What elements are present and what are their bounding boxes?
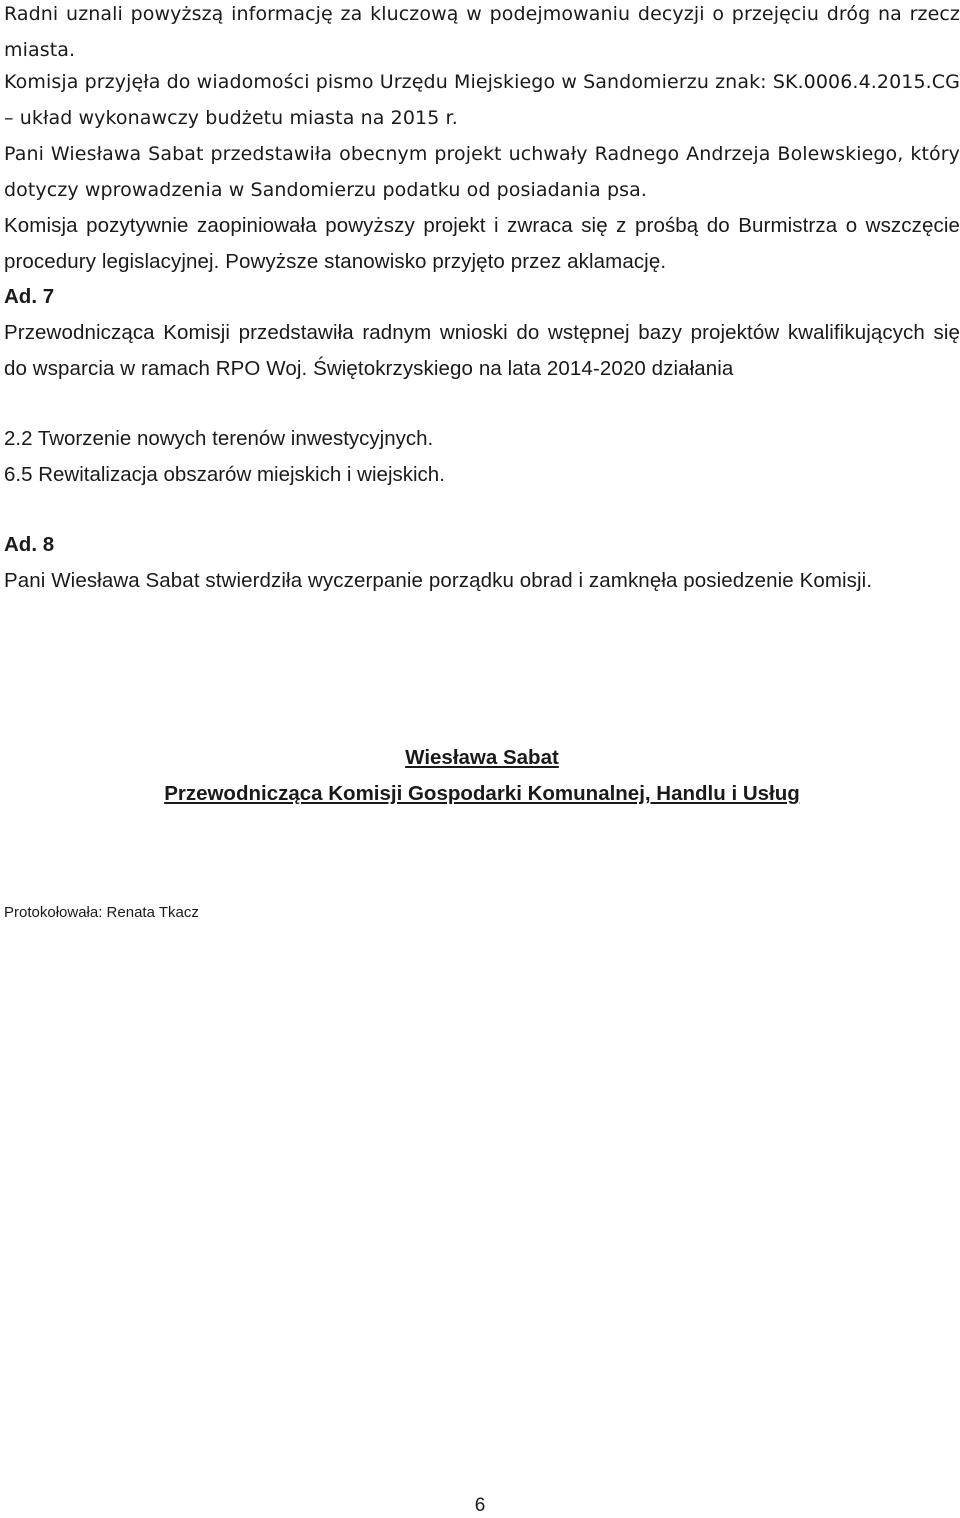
- heading-ad-8: Ad. 8: [4, 533, 55, 556]
- paragraph-rpo-projects: Przewodnicząca Komisji przedstawiła radnym wnioski do wstępnej bazy projektów kwalifikujących się do wsparcia w ramach RPO Woj. Świętokrzyskiego na lata 2014-2020 działania: [4, 321, 960, 380]
- paragraph-roads: Radni uznali powyższą informację za kluczową w podejmowaniu decyzji o przejęciu dróg na rzecz miasta.: [4, 3, 960, 61]
- heading-ad-7: Ad. 7: [4, 285, 55, 308]
- signature-title: Przewodnicząca Komisji Gospodarki Komunalnej, Handlu i Usług: [164, 782, 800, 805]
- paragraph-closing: Pani Wiesława Sabat stwierdziła wyczerpanie porządku obrad i zamknęła posiedzenie Komisji.: [4, 569, 873, 592]
- paragraph-dog-tax-project: Pani Wiesława Sabat przedstawiła obecnym projekt uchwały Radnego Andrzeja Bolewskiego, który dotyczy wprowadzenia w Sandomierzu podatku od posiadania psa.: [4, 143, 960, 201]
- list-item: 6.5 Rewitalizacja obszarów miejskich i wiejskich.: [4, 463, 445, 486]
- paragraph-commission-opinion: Komisja pozytywnie zaopiniowała powyższy projekt i zwraca się z prośbą do Burmistrza o wszczęcie procedury legislacyjnej. Powyższe stanowisko przyjęto przez aklamację.: [4, 214, 960, 273]
- list-item: 2.2 Tworzenie nowych terenów inwestycyjnych.: [4, 427, 434, 450]
- protocol-author: Protokołowała: Renata Tkacz: [4, 904, 199, 921]
- paragraph-budget-letter: Komisja przyjęła do wiadomości pismo Urzędu Miejskiego w Sandomierzu znak: SK.0006.4.2015.CG – układ wykonawczy budżetu miasta na 2015 r.: [4, 71, 960, 129]
- signature-name: Wiesława Sabat: [405, 746, 559, 769]
- page-number: 6: [474, 1495, 486, 1516]
